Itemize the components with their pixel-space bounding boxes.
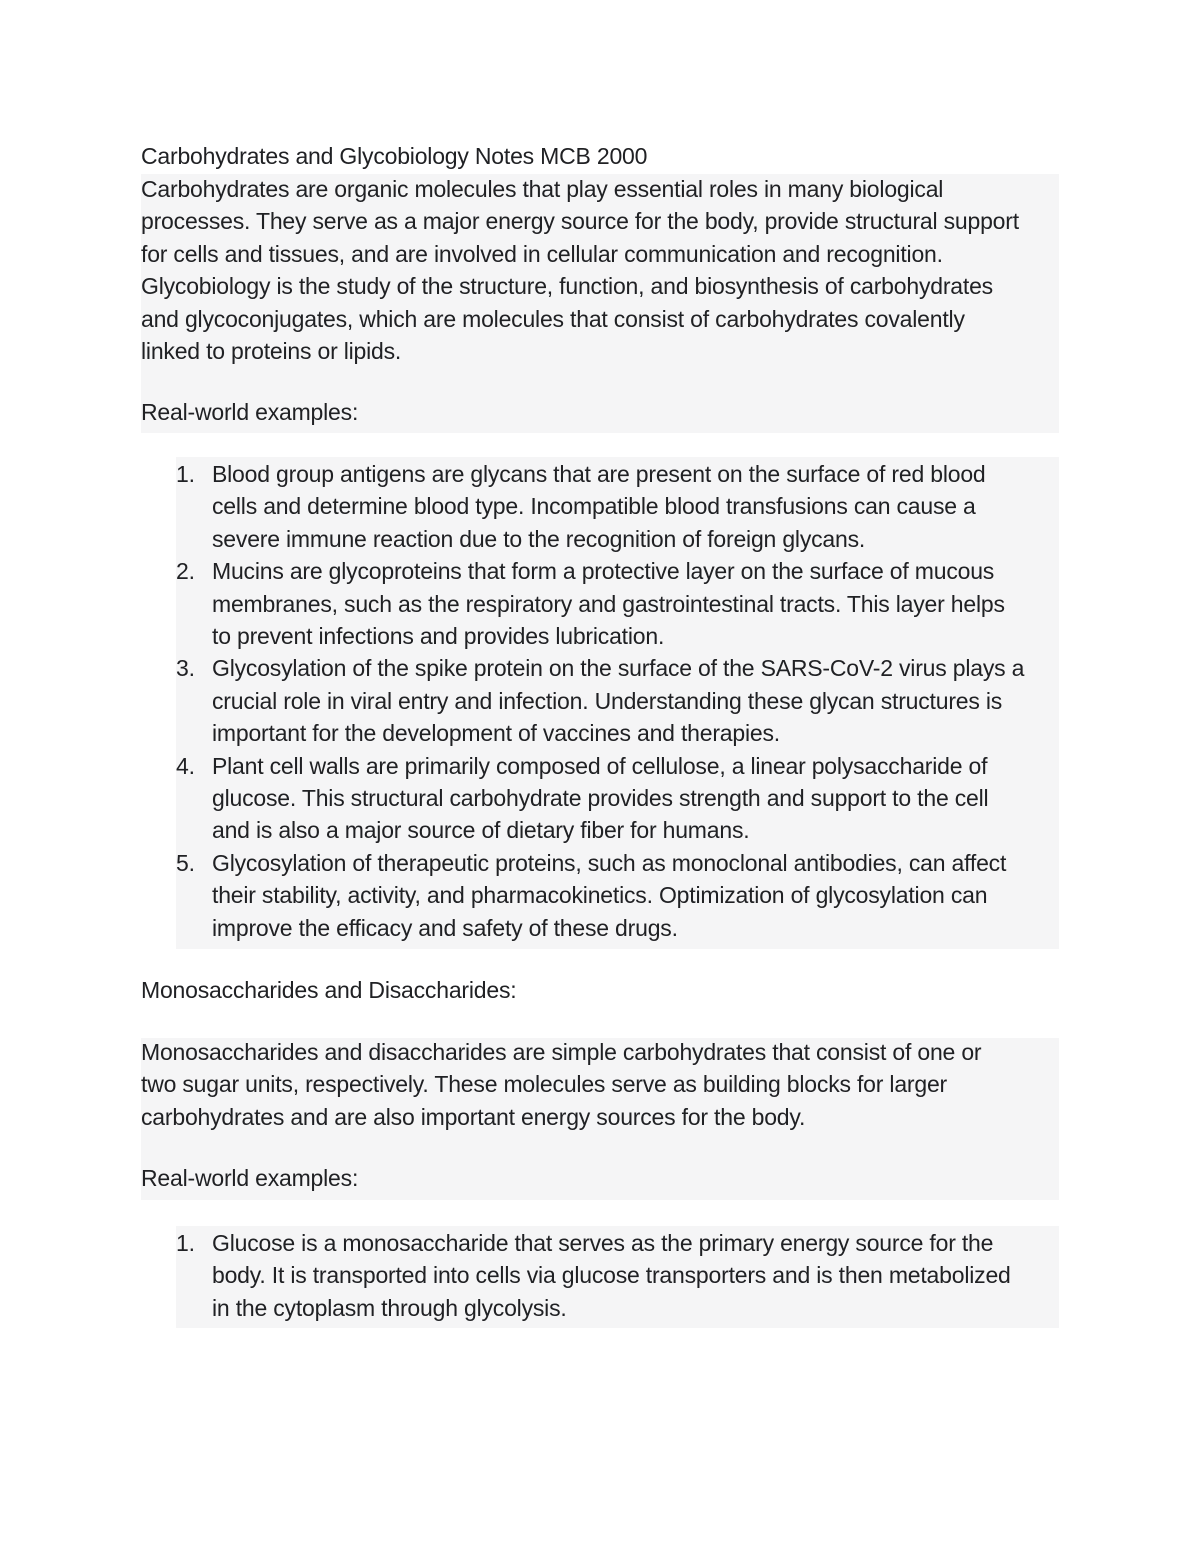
list-number: 1. (176, 461, 195, 487)
list-line: Glycosylation of therapeutic proteins, such as monoclonal antibodies, can affect (212, 849, 1007, 876)
examples-label: Real-world examples: (141, 399, 359, 425)
list-line: Plant cell walls are primarily composed of cellulose, a linear polysaccharide of (212, 752, 988, 779)
list-line: crucial role in viral entry and infection. Understanding these glycan structures is (212, 687, 1003, 714)
examples-list-2 (176, 1227, 1059, 1324)
intro-line: and glycoconjugates, which are molecules that consist of carbohydrates covalently (141, 305, 965, 332)
section-line: carbohydrates and are also important energy sources for the body. (141, 1103, 806, 1130)
examples-list-block (176, 457, 1059, 949)
intro-line: for cells and tissues, and are involved in cellular communication and recognition. (141, 240, 943, 267)
list-number: 4. (176, 752, 195, 779)
list-line: in the cytoplasm through glycolysis. (212, 1294, 567, 1321)
examples-list (176, 458, 1059, 944)
list-line: Glycosylation of the spike protein on the surface of the SARS-CoV-2 virus plays a (212, 655, 1025, 682)
intro-block (141, 174, 1059, 433)
list-number: 5. (176, 849, 195, 876)
list-item (176, 750, 1059, 847)
list-line: severe immune reaction due to the recognition of foreign glycans. (212, 525, 866, 552)
list-number: 2. (176, 558, 195, 585)
list-line: membranes, such as the respiratory and gastrointestinal tracts. This layer helps (212, 590, 1005, 617)
list-line: body. It is transported into cells via glucose transporters and is then metabolized (212, 1262, 1011, 1289)
list-line: cells and determine blood type. Incompatible blood transfusions can cause a (212, 493, 976, 520)
list-line: and is also a major source of dietary fiber for humans. (212, 817, 750, 844)
list-item (176, 652, 1059, 749)
intro-line: Glycobiology is the study of the structure, function, and biosynthesis of carbohydrates (141, 273, 993, 300)
document-title: Carbohydrates and Glycobiology Notes MCB 2000 (141, 143, 648, 169)
list-line: important for the development of vaccines and therapies. (212, 720, 780, 747)
examples-label: Real-world examples: (141, 1165, 359, 1191)
intro-paragraph (141, 173, 1059, 367)
examples-list-block-2 (176, 1226, 1059, 1328)
section-heading: Monosaccharides and Disaccharides: (141, 977, 517, 1003)
list-item (176, 1227, 1059, 1324)
list-line: improve the efficacy and safety of these drugs. (212, 914, 678, 941)
intro-line: linked to proteins or lipids. (141, 338, 402, 365)
list-line: their stability, activity, and pharmacokinetics. Optimization of glycosylation can (212, 882, 988, 909)
list-number: 1. (176, 1230, 195, 1256)
list-item (176, 458, 1059, 555)
intro-line: processes. They serve as a major energy source for the body, provide structural support (141, 208, 1019, 235)
list-line: Blood group antigens are glycans that are present on the surface of red blood (212, 461, 986, 487)
list-line: glucose. This structural carbohydrate provides strength and support to the cell (212, 785, 989, 812)
section-line: two sugar units, respectively. These molecules serve as building blocks for larger (141, 1071, 948, 1098)
section-paragraph (141, 1036, 1059, 1133)
section-line: Monosaccharides and disaccharides are simple carbohydrates that consist of one or (141, 1039, 982, 1065)
intro-line: Carbohydrates are organic molecules that play essential roles in many biological (141, 176, 944, 202)
list-line: to prevent infections and provides lubrication. (212, 623, 665, 650)
section-paragraph-block (141, 1038, 1059, 1200)
list-item (176, 847, 1059, 944)
list-line: Glucose is a monosaccharide that serves as the primary energy source for the (212, 1230, 994, 1256)
list-number: 3. (176, 655, 195, 682)
list-item (176, 555, 1059, 652)
list-line: Mucins are glycoproteins that form a protective layer on the surface of mucous (212, 558, 995, 585)
